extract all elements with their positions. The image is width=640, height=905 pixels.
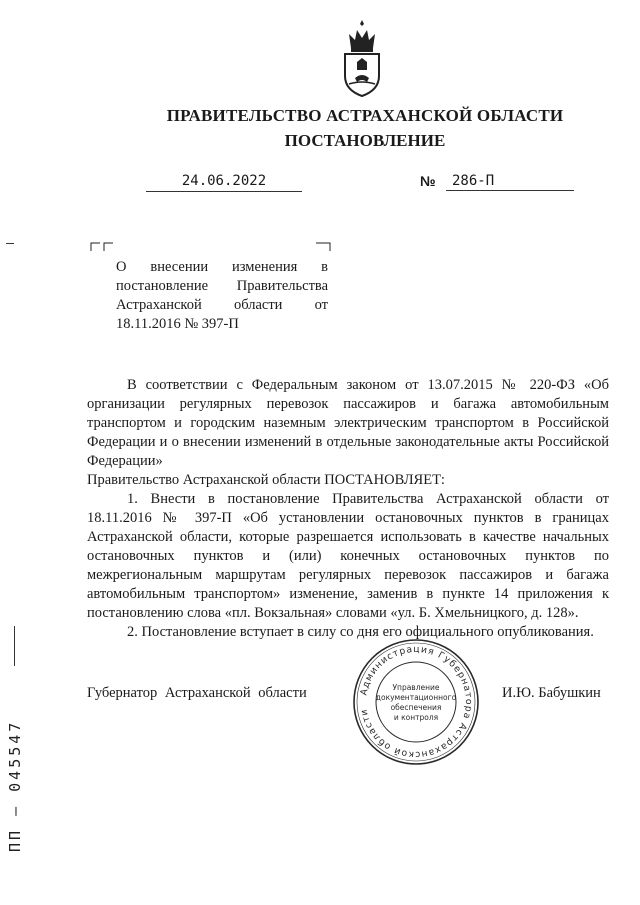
document-date: 24.06.2022 bbox=[146, 171, 302, 192]
document-number: 286-П bbox=[446, 171, 574, 191]
resolves-paragraph: Правительство Астраханской области ПОСТАНОВЛЯЕТ: bbox=[87, 472, 445, 488]
signer-position: Губернатор Астраханской области bbox=[87, 685, 307, 701]
right-corner-bracket-icon bbox=[314, 242, 332, 252]
svg-text:и контроля: и контроля bbox=[393, 713, 439, 722]
document-subject: О внесении изменения в постановление Правительства Астраханской области от 18.11.2016 № 397-П bbox=[116, 259, 328, 332]
left-corner-bracket-icon bbox=[90, 242, 114, 252]
coat-of-arms-icon bbox=[337, 18, 387, 98]
svg-text:Администрация Губернатора Астр: Администрация Губернатора Астраханской области bbox=[358, 643, 475, 761]
item-1-paragraph: 1. Внести в постановление Правительства Астраханской области от 18.11.2016 № 397-П «Об установлении остановочных пунктов в границах Астраханской области, которые разрешается использовать в качестве начальных остановочных пунктов и (или) конечных остановочных пунктов по межрегиональным маршрутам регулярных перевозок пассажиров и багажа автомобильным транспортом» изменение, заменив в пункте 14 приложения к постановлению слова «пл. Вокзальная» словами «ул. Б. Хмельницкого, д. 128». bbox=[87, 491, 609, 621]
preamble-paragraph: В соответствии с Федеральным законом от 13.07.2015 № 220-ФЗ «Об организации регулярных перевозок пассажиров и багажа автомобильным транспортом и городским наземным электрическим транспортом в Российской Федерации и о внесении изменений в отдельные законодательные акты Российской Федерации» bbox=[87, 377, 609, 469]
signer-name: И.Ю. Бабушкин bbox=[502, 685, 601, 701]
document-body bbox=[87, 376, 609, 642]
number-sign: № bbox=[420, 173, 436, 189]
form-serial-code: ПП – 045547 bbox=[6, 719, 24, 852]
item-2-paragraph: 2. Постановление вступает в силу со дня его официального опубликования. bbox=[127, 624, 594, 640]
official-stamp bbox=[352, 638, 480, 766]
svg-text:обеспечения: обеспечения bbox=[390, 703, 442, 712]
document-type: ПОСТАНОВЛЕНИЕ bbox=[284, 131, 446, 150]
organization-title: ПРАВИТЕЛЬСТВО АСТРАХАНСКОЙ ОБЛАСТИ bbox=[166, 106, 564, 125]
margin-mark bbox=[6, 243, 14, 244]
svg-text:Управление: Управление bbox=[392, 683, 440, 692]
svg-text:документационного: документационного bbox=[375, 693, 457, 702]
